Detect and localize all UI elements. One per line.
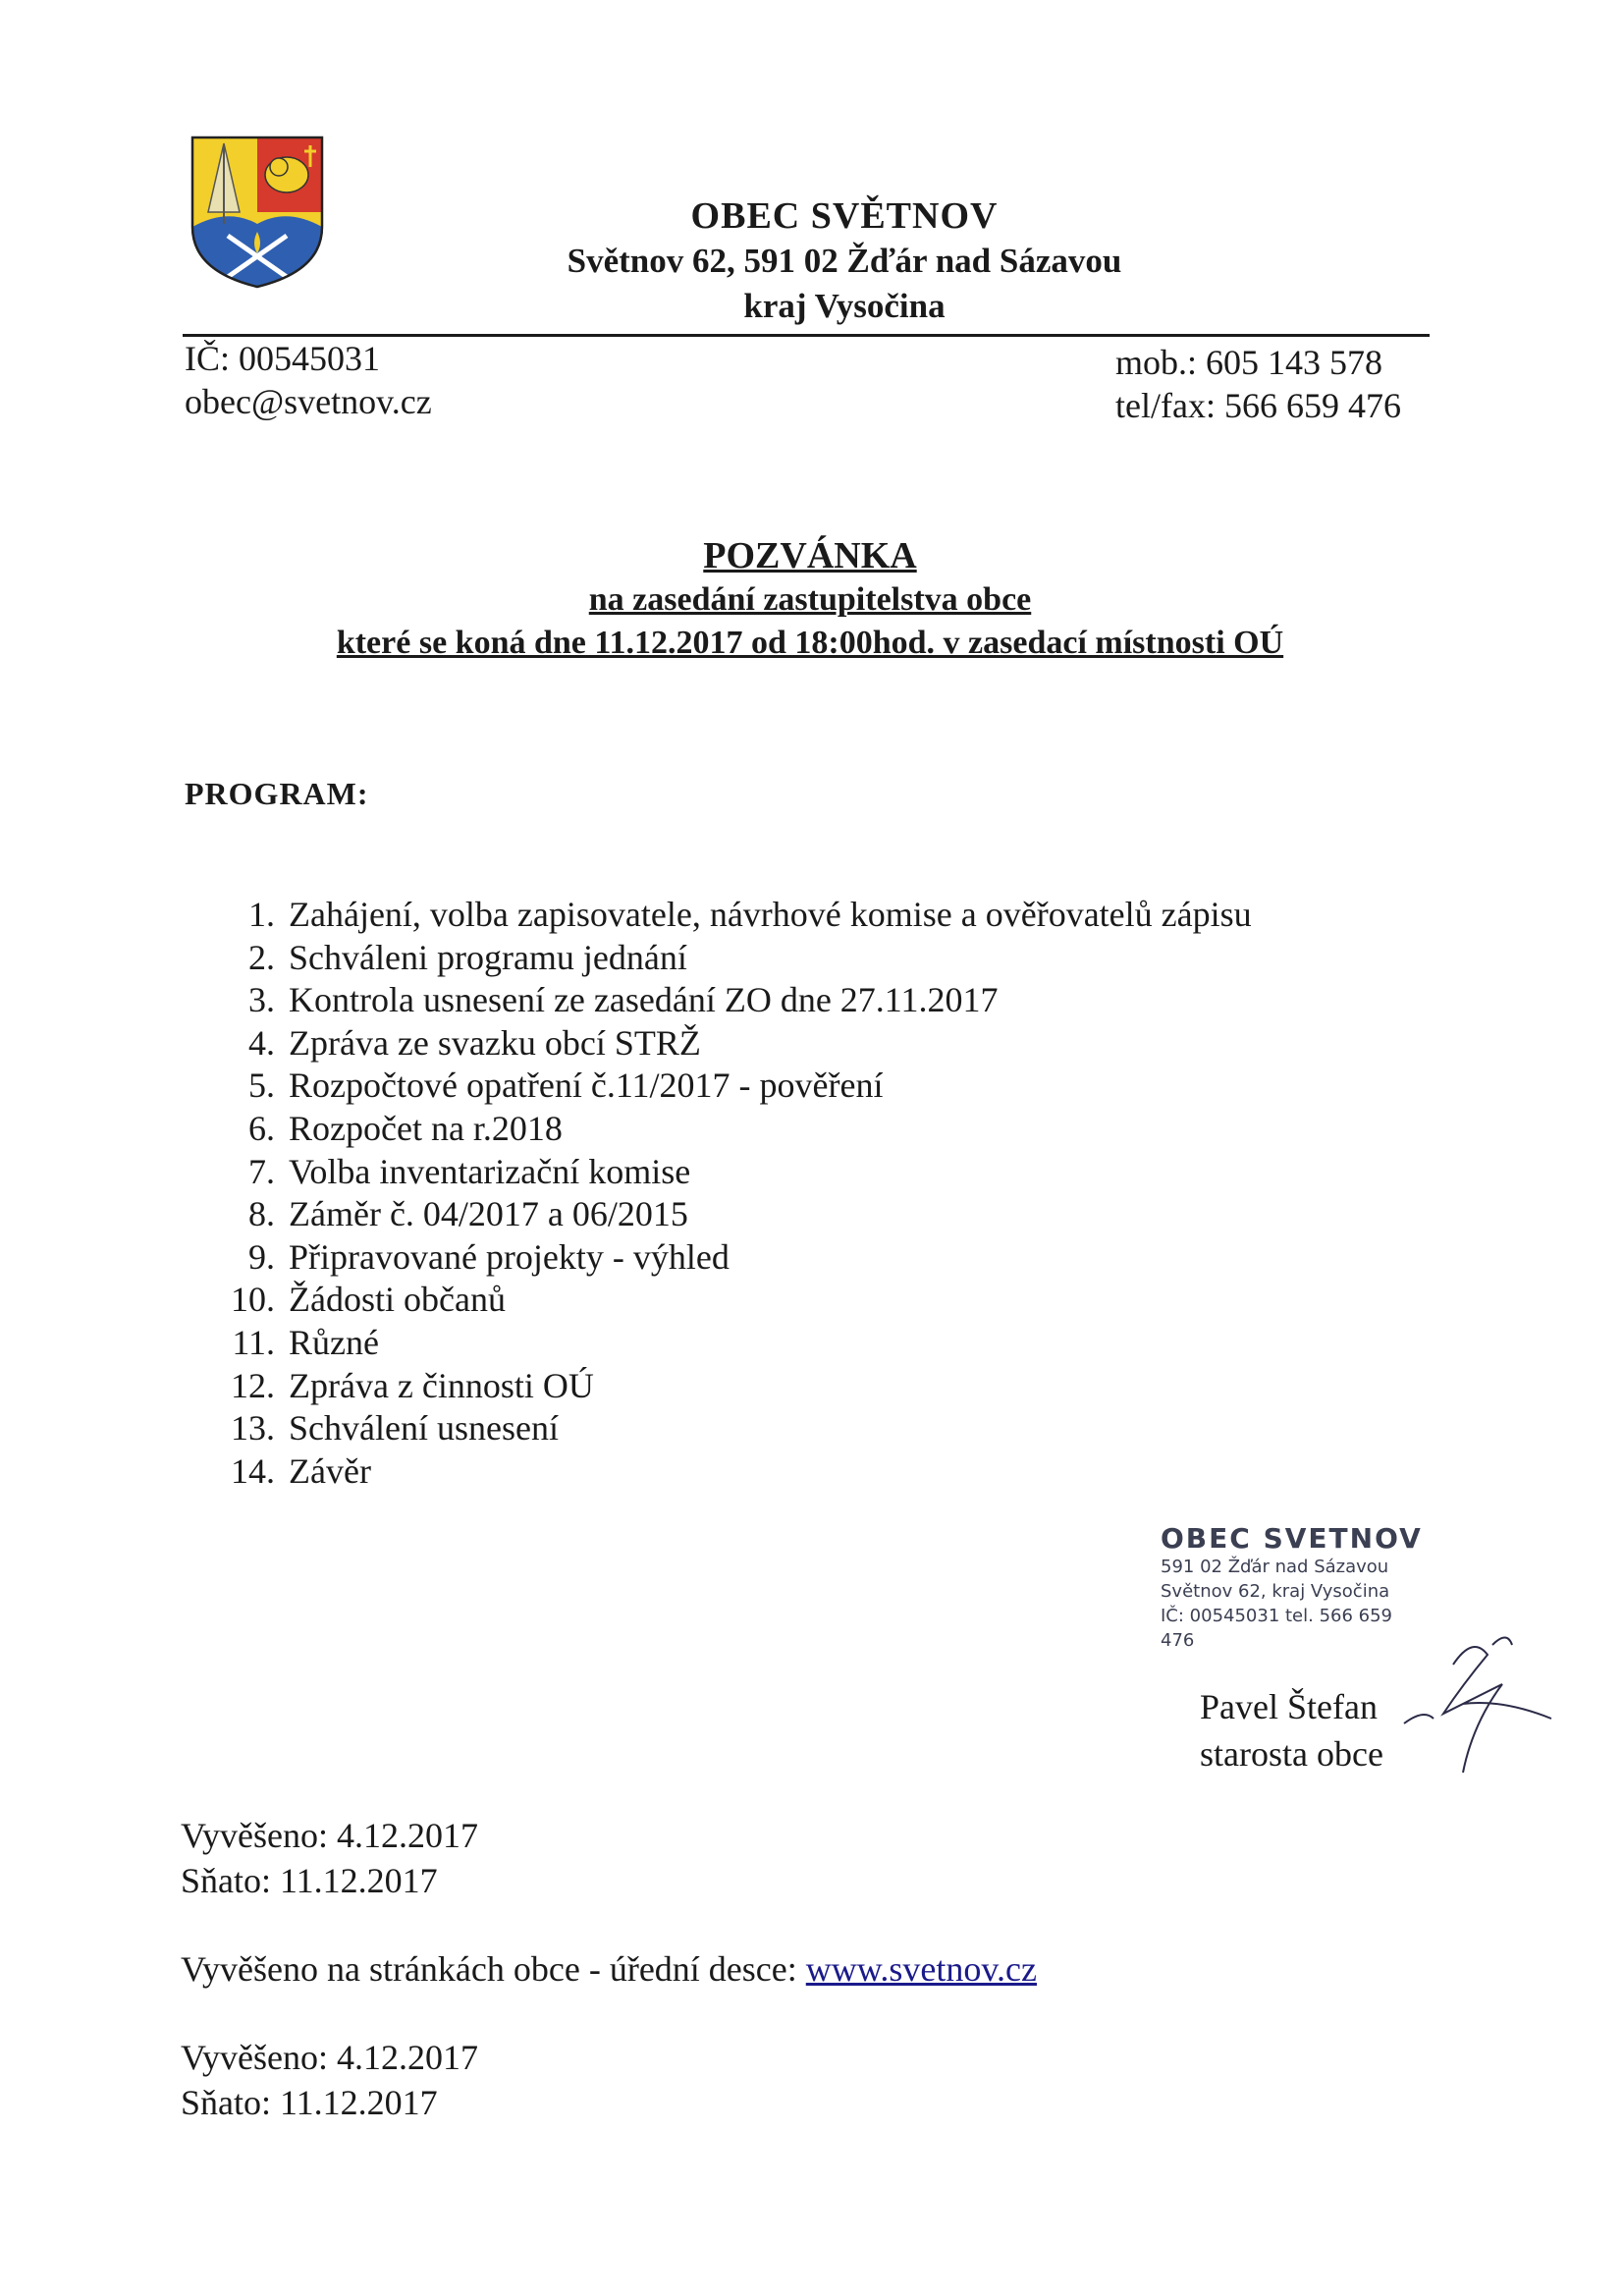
signer-name: Pavel Štefan — [1200, 1687, 1378, 1726]
agenda-item-text: Závěr — [289, 1450, 371, 1491]
agenda-item-text: Schváleni programu jednání — [289, 937, 687, 977]
agenda-item — [196, 1108, 1375, 1151]
agenda-item-number: 1. — [248, 895, 275, 934]
handwritten-signature — [1394, 1625, 1561, 1782]
agenda-item-text: Rozpočtové opatření č.11/2017 - pověření — [289, 1066, 884, 1106]
signer-role: starosta obce — [1200, 1734, 1383, 1774]
agenda-item-text: Záměr č. 04/2017 a 06/2015 — [289, 1194, 688, 1234]
agenda-item — [196, 1065, 1375, 1108]
agenda-item-text: Zpráva ze svazku obcí STRŽ — [289, 1022, 701, 1063]
web-posting-label: Vyvěšeno na stránkách obce - úřední desce: — [181, 1949, 806, 1989]
agenda-item-number: 3. — [248, 980, 275, 1020]
invitation-title: POZVÁNKA — [703, 535, 917, 576]
agenda-item-text: Zahájení, volba zapisovatele, návrhové komise a ověřovatelů zápisu — [289, 895, 1252, 934]
agenda-item-number: 2. — [248, 937, 275, 977]
agenda-item-number: 10. — [231, 1280, 275, 1320]
agenda-item — [196, 937, 1375, 980]
agenda-item — [196, 1322, 1375, 1365]
agenda-item — [196, 1022, 1375, 1066]
stamp-line: IČ: 00545031 tel. 566 659 476 — [1161, 1606, 1393, 1651]
invitation-subtitle: na zasedání zastupitelstva obce — [588, 581, 1032, 618]
agenda-item — [196, 1151, 1375, 1194]
signer-block — [1200, 1683, 1383, 1777]
agenda-item-number: 5. — [248, 1066, 275, 1106]
agenda-item-number: 8. — [248, 1194, 275, 1234]
municipality-address: Světnov 62, 591 02 Žďár nad Sázavou — [567, 242, 1122, 280]
posted-date: Vyvěšeno: 4.12.2017 — [181, 1816, 478, 1855]
agenda-item-text: Rozpočet na r.2018 — [289, 1108, 563, 1148]
official-stamp — [1161, 1522, 1426, 1653]
agenda-item-number: 13. — [231, 1408, 275, 1449]
agenda-item-text: Žádosti občanů — [289, 1280, 506, 1320]
agenda-item-number: 6. — [248, 1108, 275, 1148]
agenda-item-text: Zpráva z činnosti OÚ — [289, 1365, 594, 1405]
agenda-item — [196, 1279, 1375, 1322]
agenda-item-number: 14. — [231, 1450, 275, 1491]
agenda-item-number: 12. — [231, 1365, 275, 1405]
removed-date: Sňato: 11.12.2017 — [181, 1861, 438, 1900]
mobile-number: mob.: 605 143 578 — [1115, 343, 1383, 382]
email-address: obec@svetnov.cz — [185, 382, 432, 421]
website-link[interactable]: www.svetnov.cz — [805, 1949, 1038, 1989]
municipality-region: kraj Vysočina — [743, 287, 946, 325]
agenda-item-text: Schválení usnesení — [289, 1408, 559, 1449]
agenda-item — [196, 1193, 1375, 1236]
invitation-date-place: které se koná dne 11.12.2017 od 18:00hod. v zasedací místnosti OÚ — [336, 625, 1284, 661]
municipality-title: OBEC SVĚTNOV — [690, 195, 999, 237]
agenda-item — [196, 1407, 1375, 1450]
tel-fax-number: tel/fax: 566 659 476 — [1115, 386, 1401, 425]
agenda-item-text: Připravované projekty - výhled — [289, 1236, 730, 1277]
stamp-line: 591 02 Žďár nad Sázavou — [1161, 1557, 1389, 1577]
stamp-title: OBEC SVETNOV — [1161, 1522, 1423, 1555]
agenda-item — [196, 1450, 1375, 1494]
coat-of-arms-logo — [189, 134, 326, 291]
agenda-item-number: 11. — [232, 1322, 275, 1362]
agenda-item-number: 4. — [248, 1022, 275, 1063]
removed-date: Sňato: 11.12.2017 — [181, 2083, 438, 2122]
agenda-item — [196, 979, 1375, 1022]
ic-number: IČ: 00545031 — [185, 339, 381, 378]
agenda-item — [196, 894, 1375, 937]
agenda-item-number: 7. — [248, 1151, 275, 1191]
agenda-item-number: 9. — [248, 1236, 275, 1277]
agenda-item-text: Různé — [289, 1322, 379, 1362]
agenda-list — [196, 894, 1375, 1493]
stamp-line: Světnov 62, kraj Vysočina — [1161, 1581, 1390, 1602]
agenda-item-text: Kontrola usnesení ze zasedání ZO dne 27.11.2017 — [289, 980, 999, 1020]
posted-date: Vyvěšeno: 4.12.2017 — [181, 2038, 478, 2077]
web-posting-note — [181, 1948, 1037, 1990]
header-divider — [183, 334, 1430, 337]
agenda-item-text: Volba inventarizační komise — [289, 1151, 691, 1191]
agenda-item — [196, 1236, 1375, 1280]
agenda-item — [196, 1365, 1375, 1408]
program-heading: PROGRAM: — [185, 776, 369, 811]
